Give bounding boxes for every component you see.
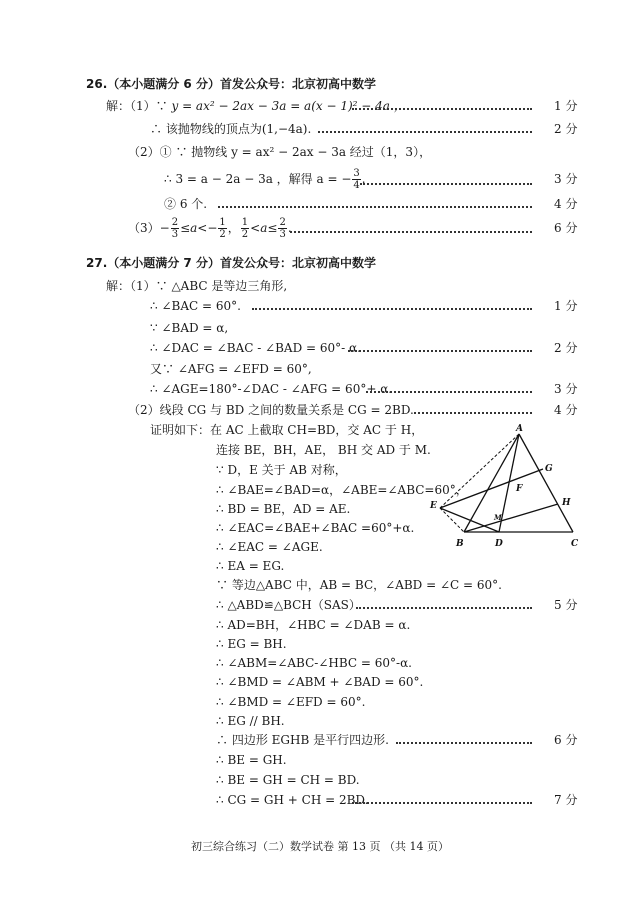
q26-vertex: ∴ 该抛物线的顶点为(1,−4a). — [150, 122, 312, 136]
proof-line: ∴ ∠BAE=∠BAD=α，∠ABE=∠ABC=60°， — [216, 483, 468, 497]
label-B: B — [456, 539, 464, 549]
score-1b: 1 分 — [554, 299, 578, 313]
proof-line: ∵ D，E 关于 AB 对称， — [216, 463, 347, 477]
score-7: 7 分 — [554, 793, 578, 807]
dot-leader — [360, 183, 532, 185]
q27-line5: 又∵ ∠AFG = ∠EFD = 60°, — [150, 362, 312, 376]
q27-line1: 解：（1）∵ △ABC 是等边三角形, — [106, 279, 288, 293]
proof-line: ∴ △ABD≌△BCH（SAS） — [216, 598, 361, 612]
q27-line9: 连接 BE，BH，AE， BH 交 AD 于 M. — [216, 443, 431, 457]
label-F: F — [516, 484, 523, 494]
dot-leader — [366, 391, 532, 393]
proof-line: ∴ CG = GH + CH = 2BD. — [216, 793, 369, 807]
score-6: 6 分 — [554, 221, 578, 235]
score-1: 1 分 — [554, 99, 578, 113]
q26-part2b: ∴ 3 = a − 2a − 3a ，解得 a = − $\frac{3}{4}$ . — [164, 168, 366, 191]
score-4b: 4 分 — [554, 403, 578, 417]
q26-heading: 26.（本小题满分 6 分）首发公众号：北京初高中数学 — [86, 77, 376, 91]
segment-BE — [440, 508, 464, 532]
proof-line: ∴ BE = GH. — [216, 753, 287, 767]
segment-AE — [440, 434, 519, 508]
segment-EG — [440, 469, 543, 508]
dot-leader — [290, 231, 532, 233]
dot-leader — [356, 607, 532, 609]
q26-part2c: ② 6 个. — [164, 197, 208, 211]
dot-leader — [318, 131, 532, 133]
segment-AD — [499, 434, 519, 532]
score-5: 5 分 — [554, 598, 578, 612]
q27-line7: （2）线段 CG 与 BD 之间的数量关系是 CG = 2BD. — [128, 403, 414, 417]
q26-part1: 解：（1）∵ y = ax² − 2ax − 3a = a(x − 1)² − 4a ， — [106, 99, 406, 113]
label-D: D — [495, 539, 503, 549]
dot-leader — [218, 206, 532, 208]
score-6b: 6 分 — [554, 733, 578, 747]
score-2b: 2 分 — [554, 341, 578, 355]
label-H: H — [562, 498, 571, 508]
score-3: 3 分 — [554, 172, 578, 186]
q27-line8: 证明如下：在 AC 上截取 CH=BD，交 AC 于 H， — [150, 423, 424, 437]
proof-line: ∴ BE = GH = CH = BD. — [216, 773, 360, 787]
label-M: M — [494, 513, 502, 522]
proof-line: ∴ ∠EAC = ∠AGE. — [216, 540, 323, 554]
label-G: G — [545, 464, 553, 474]
q27-line6: ∴ ∠AGE=180°-∠DAC - ∠AFG = 60°+ α. — [150, 382, 393, 396]
proof-line: ∴ ∠ABM=∠ABC-∠HBC = 60°-α. — [216, 656, 412, 670]
proof-line: ∴ ∠EAC=∠BAE+∠BAC =60°+α. — [216, 521, 415, 535]
q26-part3: （3）− $\frac{2}{3}$ ≤a<− $\frac{1}{2}$ ， $\frac{1}{2}$ <a≤ $\frac{2}{3}$ . — [128, 217, 292, 240]
segment-AB — [464, 434, 519, 532]
proof-line: ∴ EG // BH. — [216, 714, 285, 728]
q27-line4: ∴ ∠DAC = ∠BAC - ∠BAD = 60°- α. — [150, 341, 361, 355]
label-E: E — [430, 501, 437, 511]
label-A: A — [516, 424, 523, 434]
dot-leader — [414, 412, 532, 414]
fraction: $\frac{3}{4}$ — [353, 168, 360, 191]
proof-line: ∴ 四边形 EGHB 是平行四边形. — [216, 733, 389, 747]
q27-line2: ∴ ∠BAC = 60°. — [150, 299, 241, 313]
page-footer: 初三综合练习（二）数学试卷 第 13 页 （共 14 页） — [191, 840, 449, 853]
q27-line3: ∵ ∠BAD = α, — [150, 321, 229, 335]
score-4: 4 分 — [554, 197, 578, 211]
dot-leader — [352, 802, 532, 804]
proof-line: ∴ AD=BH，∠HBC = ∠DAB = α. — [216, 618, 411, 632]
proof-line: ∴ ∠BMD = ∠EFD = 60°. — [216, 695, 366, 709]
label-C: C — [571, 539, 579, 549]
segment-ED — [440, 508, 499, 532]
dot-leader — [348, 350, 532, 352]
proof-line: ∵ 等边△ABC 中，AB = BC，∠ABD = ∠C = 60°. — [216, 578, 502, 592]
score-3b: 3 分 — [554, 382, 578, 396]
geometry-figure — [428, 420, 588, 560]
proof-line: ∴ EG = BH. — [216, 637, 287, 651]
q26-part2a: （2）① ∵ 抛物线 y = ax² − 2ax − 3a 经过（1，3）， — [128, 145, 432, 159]
proof-line: ∴ EA = EG. — [216, 559, 285, 573]
q27-heading: 27.（本小题满分 7 分）首发公众号：北京初高中数学 — [86, 256, 376, 270]
dot-leader — [252, 308, 532, 310]
segment-AC — [519, 434, 573, 532]
dot-leader — [352, 108, 532, 110]
dot-leader — [396, 742, 532, 744]
proof-line: ∴ ∠BMD = ∠ABM + ∠BAD = 60°. — [216, 675, 424, 689]
proof-line: ∴ BD = BE，AD = AE. — [216, 502, 351, 516]
score-2: 2 分 — [554, 122, 578, 136]
